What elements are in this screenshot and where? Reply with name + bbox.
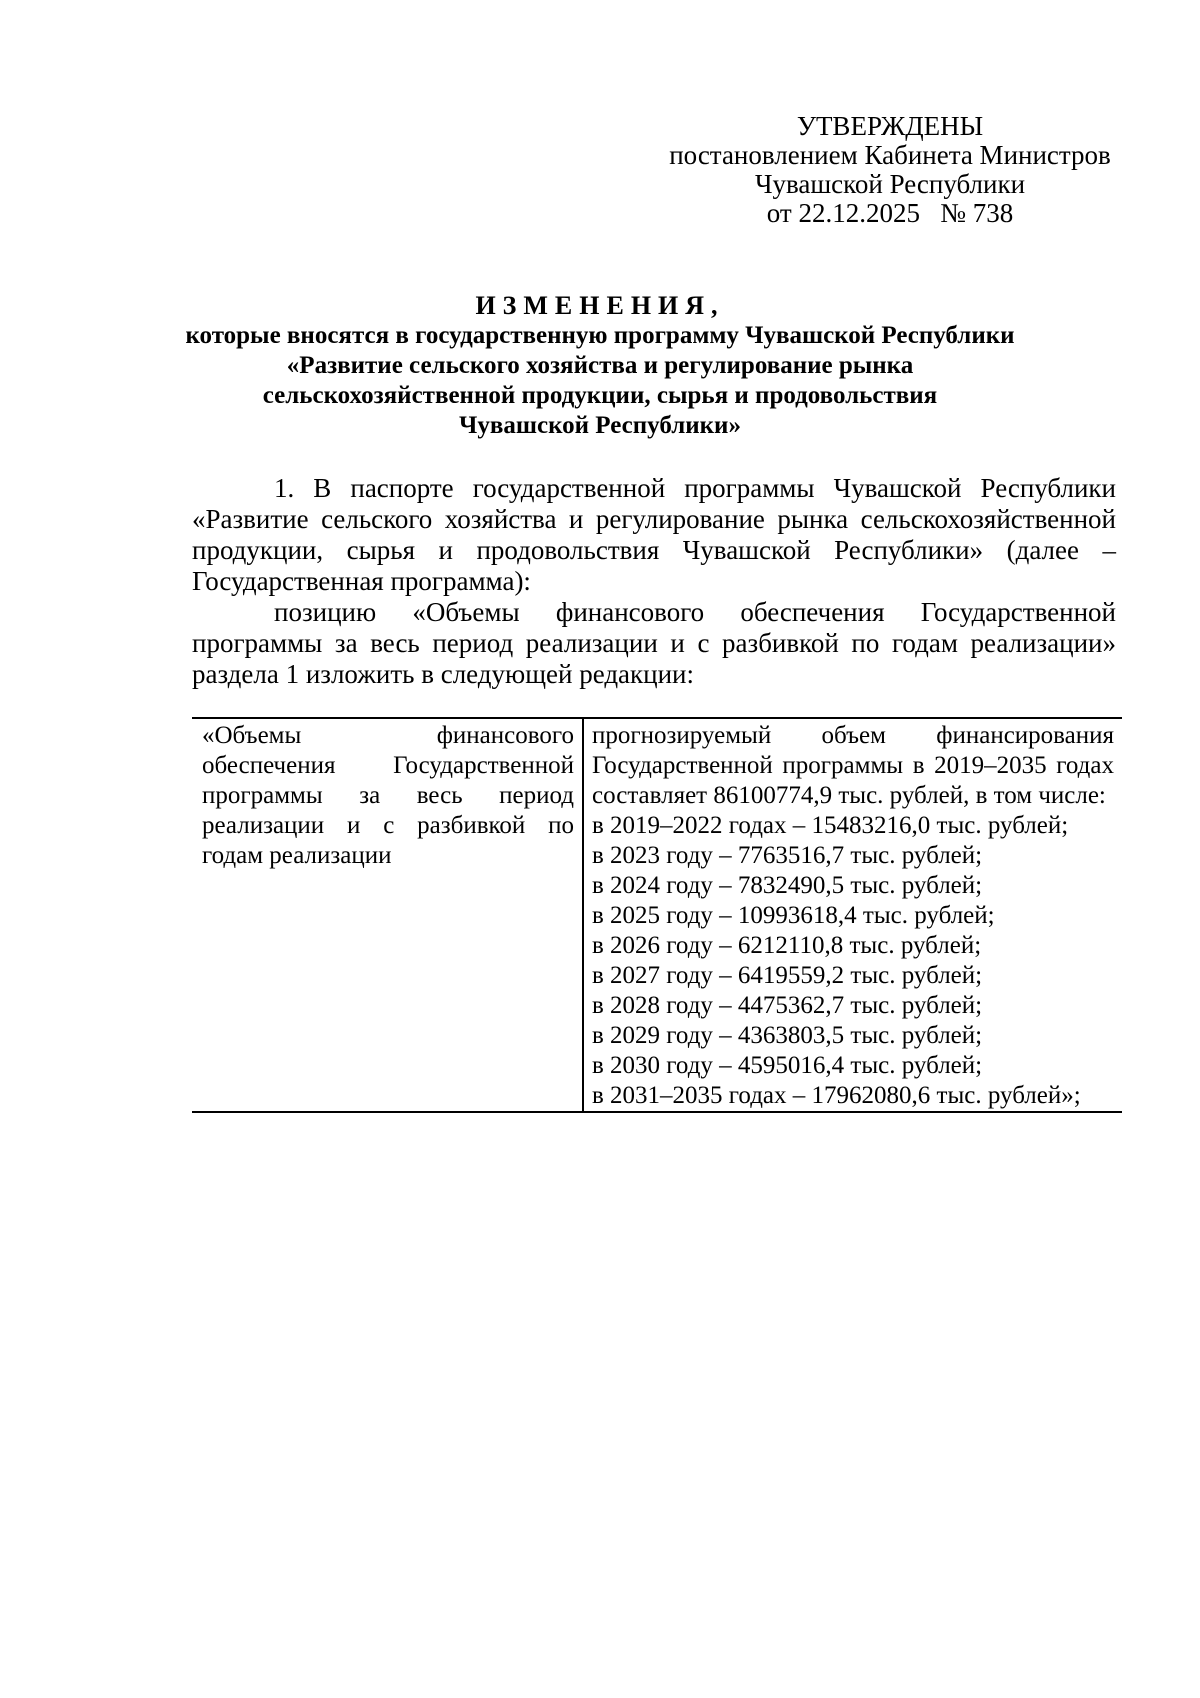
- financing-table: [192, 717, 1122, 1113]
- approval-line-3: Чувашской Республики: [754, 169, 1026, 199]
- approval-line-1: УТВЕРЖДЕНЫ: [796, 111, 984, 141]
- financing-line: в 2027 году – 6419559,2 тыс. рублей;: [592, 962, 983, 989]
- financing-line: в 2023 году – 7763516,7 тыс. рублей;: [592, 842, 983, 869]
- financing-line: в 2029 году – 4363803,5 тыс. рублей;: [592, 1022, 983, 1049]
- table-row: [192, 718, 1122, 1112]
- financing-line: в 2030 году – 4595016,4 тыс. рублей;: [592, 1052, 983, 1079]
- financing-line: в 2031–2035 годах – 17962080,6 тыс. рублей»;: [592, 1082, 1081, 1109]
- financing-line: в 2028 году – 4475362,7 тыс. рублей;: [592, 992, 983, 1019]
- paragraph-2: позицию «Объемы финансового обеспечения Государственной программы за весь период реализации и с разбивкой по годам реализации» раздела 1 изложить в следующей редакции:: [192, 597, 1116, 689]
- document-body: [192, 473, 1116, 690]
- financing-intro: прогнозируемый объем финансирования Государственной программы в 2019–2035 годах составляет 86100774,9 тыс. рублей, в том числе:: [592, 722, 1114, 809]
- table-cell-values: [583, 718, 1122, 1112]
- title-line-1: которые вносятся в государственную программу Чувашской Республики: [185, 322, 1015, 349]
- approval-line-4: от 22.12.2025 № 738: [766, 198, 1014, 228]
- title-line-4: Чувашской Республики»: [459, 412, 741, 439]
- document-title: [150, 291, 1050, 441]
- title-line-2: «Развитие сельского хозяйства и регулирование рынка: [286, 352, 914, 379]
- approval-stamp: [640, 112, 1140, 228]
- financing-line: в 2026 году – 6212110,8 тыс. рублей;: [592, 932, 982, 959]
- financing-line: в 2024 году – 7832490,5 тыс. рублей;: [592, 872, 983, 899]
- title-line-3: сельскохозяйственной продукции, сырья и продовольствия: [262, 382, 938, 409]
- paragraph-1: 1. В паспорте государственной программы Чувашской Республики «Развитие сельского хозяйства и регулирование рынка сельскохозяйственной продукции, сырья и продовольствия Чувашской Республики» (далее – Государственная программа):: [192, 473, 1116, 596]
- financing-line: в 2019–2022 годах – 15483216,0 тыс. рублей;: [592, 812, 1069, 839]
- title-heading: ИЗМЕНЕНИЯ,: [475, 291, 725, 320]
- table-cell-position: «Объемы финансового обеспечения Государственной программы за весь период реализации и с разбивкой по годам реализации: [192, 718, 583, 1112]
- approval-line-2: постановлением Кабинета Министров: [669, 140, 1111, 170]
- financing-line: в 2025 году – 10993618,4 тыс. рублей;: [592, 902, 995, 929]
